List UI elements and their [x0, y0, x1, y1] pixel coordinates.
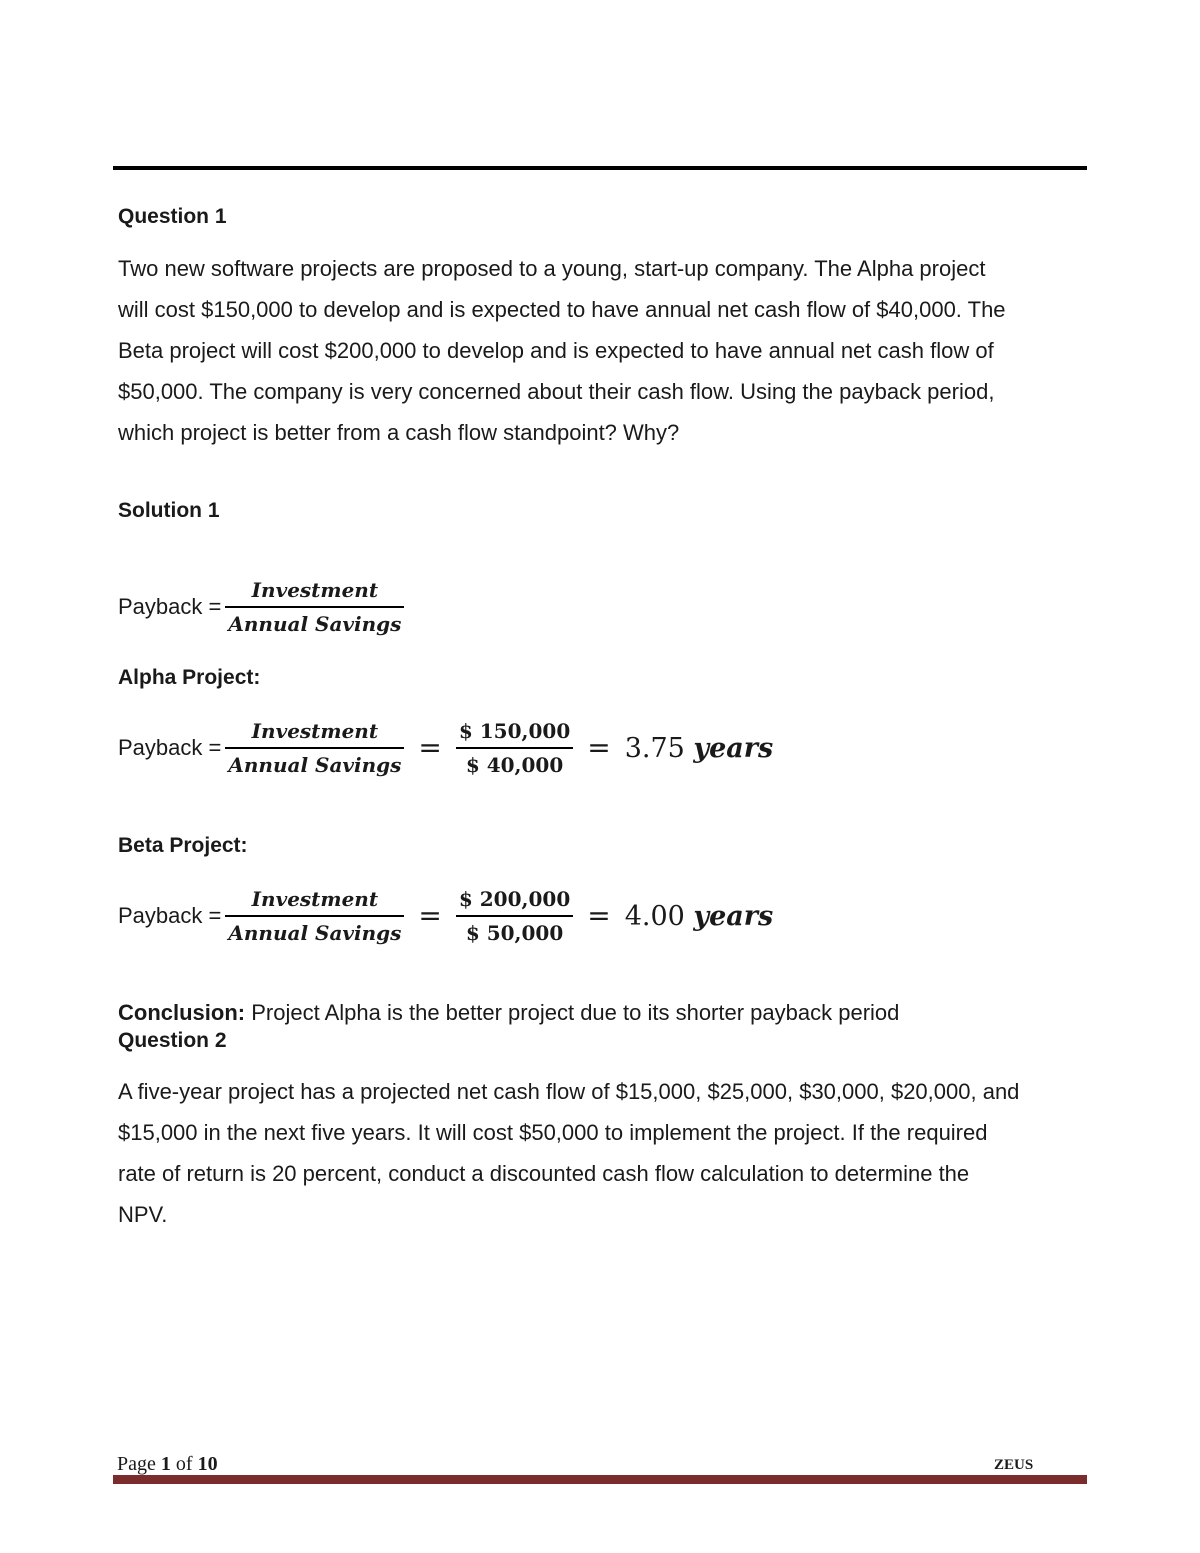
page-total: 10	[197, 1453, 218, 1475]
question-1-line: which project is better from a cash flow standpoint? Why?	[118, 420, 680, 445]
fraction-denominator: Annual Savings	[228, 612, 402, 636]
money-fraction	[456, 719, 573, 777]
question-2-line: rate of return is 20 percent, conduct a discounted cash flow calculation to determine the	[118, 1161, 970, 1186]
beta-result	[625, 901, 774, 932]
equals-sign: =	[587, 731, 611, 764]
fraction-numerator: Investment	[251, 887, 379, 911]
result-unit: years	[693, 732, 774, 764]
alpha-project-heading: Alpha Project:	[118, 666, 261, 689]
conclusion-label: Conclusion:	[118, 1000, 246, 1025]
alpha-payback-formula	[118, 718, 773, 778]
question-1-heading: Question 1	[118, 205, 227, 228]
fraction-denominator: $ 50,000	[465, 921, 564, 945]
question-1-line: will cost $150,000 to develop and is expected to have annual net cash flow of $40,000. The	[118, 297, 1006, 322]
question-2-heading: Question 2	[118, 1029, 227, 1052]
fraction	[225, 578, 404, 636]
fraction-numerator: Investment	[251, 578, 379, 602]
page-word: Page	[117, 1453, 156, 1475]
conclusion-text: Project Alpha is the better project due to its shorter payback period	[251, 1000, 900, 1025]
question-1-line: $50,000. The company is very concerned about their cash flow. Using the payback period,	[118, 379, 995, 404]
page-number	[117, 1452, 218, 1476]
equals-sign: =	[418, 899, 442, 932]
fraction-denominator: Annual Savings	[228, 921, 402, 945]
conclusion	[118, 1000, 899, 1026]
alpha-result	[625, 733, 774, 764]
question-1-line: Beta project will cost $200,000 to develop and is expected to have annual net cash flow of	[118, 338, 994, 363]
general-payback-formula	[118, 577, 404, 637]
question-2-line: NPV.	[118, 1202, 168, 1227]
equals-sign: =	[418, 731, 442, 764]
question-2-line: $15,000 in the next five years. It will cost $50,000 to implement the project. If the required	[118, 1120, 988, 1145]
fraction	[225, 719, 404, 777]
formula-label: Payback =	[118, 903, 222, 928]
footer-divider	[113, 1475, 1087, 1484]
formula-label: Payback =	[118, 735, 222, 760]
beta-payback-formula	[118, 886, 773, 946]
beta-project-heading: Beta Project:	[118, 834, 248, 857]
question-1-line: Two new software projects are proposed to a young, start-up company. The Alpha project	[118, 256, 986, 281]
result-value: 4.00	[624, 900, 685, 932]
page-current: 1	[160, 1453, 171, 1475]
equals-sign: =	[587, 899, 611, 932]
fraction	[225, 887, 404, 945]
money-fraction	[456, 887, 573, 945]
fraction-numerator: $ 200,000	[458, 887, 571, 911]
fraction-numerator: Investment	[251, 719, 379, 743]
question-1-text	[118, 248, 1063, 453]
solution-1-heading: Solution 1	[118, 499, 220, 522]
footer-brand: ZEUS	[994, 1457, 1034, 1473]
of-word: of	[175, 1453, 193, 1475]
fraction-denominator: Annual Savings	[228, 753, 402, 777]
question-2-line: A five-year project has a projected net cash flow of $15,000, $25,000, $30,000, $20,000, and	[118, 1079, 1020, 1104]
formula-label: Payback =	[118, 594, 222, 619]
fraction-numerator: $ 150,000	[458, 719, 571, 743]
fraction-denominator: $ 40,000	[465, 753, 564, 777]
result-unit: years	[693, 900, 774, 932]
header-divider	[113, 166, 1087, 170]
result-value: 3.75	[624, 732, 685, 764]
question-2-text	[118, 1071, 1063, 1235]
